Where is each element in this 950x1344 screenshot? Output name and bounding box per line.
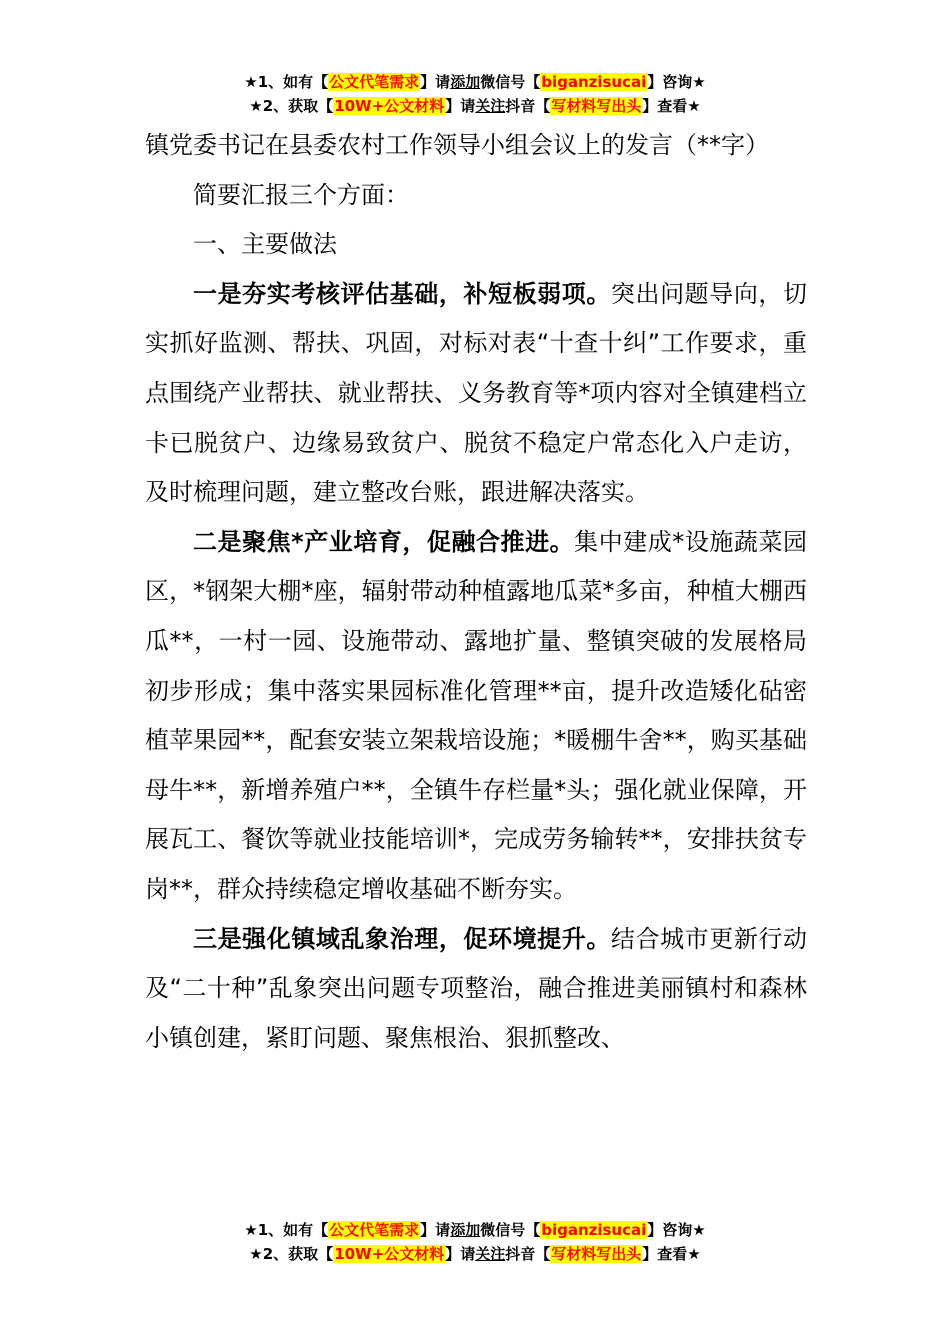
promo-line-2: ★2、获取【10W+公文材料】请关注抖音【写材料写出头】查看★ bbox=[249, 97, 701, 115]
document-body bbox=[145, 121, 807, 1063]
promo-banner-top bbox=[0, 70, 950, 118]
paragraph-3-lead: 三是强化镇域乱象治理，促环境提升。 bbox=[193, 924, 611, 953]
paragraph-2 bbox=[145, 518, 807, 915]
paragraph-3 bbox=[145, 915, 807, 1064]
paragraph-1 bbox=[145, 270, 807, 518]
paragraph-2-body: 集中建成*设施蔬菜园区，*钢架大棚*座，辐射带动种植露地瓜菜*多亩，种植大棚西瓜**，一村一园、设施带动、露地扩量、整镇突破的发展格局初步形成；集中落实果园标准化管理**亩，提升改造矮化砧密植苹果园**，配套安装立架栽培设施；*暖棚牛舍**，购买基础母牛**，新增养殖户**，全镇牛存栏量*头；强化就业保障，开展瓦工、餐饮等就业技能培训*，完成劳务输转**，安排扶贫专岗**，群众持续稳定增收基础不断夯实。 bbox=[145, 527, 807, 903]
highlight-wechat-id: biganzisucai bbox=[541, 1221, 647, 1239]
highlight-wechat-id: biganzisucai bbox=[541, 73, 647, 91]
paragraph-3-body: 结合城市更新行动及“二十种”乱象突出问题专项整治，融合推进美丽镇村和森林小镇创建，紧盯问题、聚焦根治、狠抓整改、 bbox=[145, 924, 808, 1052]
highlight-douyin: 写材料写出头 bbox=[551, 1245, 642, 1263]
paragraph-1-lead: 一是夯实考核评估基础，补短板弱项。 bbox=[193, 279, 611, 308]
highlight-materials: 10W+公文材料 bbox=[334, 1245, 445, 1263]
promo-line-1: ★1、如有【公文代笔需求】请添加微信号【biganzisucai】咨询★ bbox=[244, 1221, 706, 1239]
promo-banner-bottom bbox=[0, 1218, 950, 1266]
paragraph-2-lead: 二是聚焦*产业培育，促融合推进。 bbox=[193, 527, 575, 556]
promo-line-1: ★1、如有【公文代笔需求】请添加微信号【biganzisucai】咨询★ bbox=[244, 73, 706, 91]
highlight-service: 公文代笔需求 bbox=[329, 1221, 420, 1239]
highlight-douyin: 写材料写出头 bbox=[551, 97, 642, 115]
highlight-materials: 10W+公文材料 bbox=[334, 97, 445, 115]
promo-line-2: ★2、获取【10W+公文材料】请关注抖音【写材料写出头】查看★ bbox=[249, 1245, 701, 1263]
document-title: 镇党委书记在县委农村工作领导小组会议上的发言（**字） bbox=[145, 131, 769, 159]
paragraph-1-body: 突出问题导向，切实抓好监测、帮扶、巩固，对标对表“十查十纠”工作要求，重点围绕产业帮扶、就业帮扶、义务教育等*项内容对全镇建档立卡已脱贫户、边缘易致贫户、脱贫不稳定户常态化入户走访，及时梳理问题，建立整改台账，跟进解决落实。 bbox=[145, 279, 808, 507]
intro-paragraph: 简要汇报三个方面： bbox=[193, 180, 409, 209]
section-heading: 一、主要做法 bbox=[193, 230, 337, 259]
highlight-service: 公文代笔需求 bbox=[329, 73, 420, 91]
